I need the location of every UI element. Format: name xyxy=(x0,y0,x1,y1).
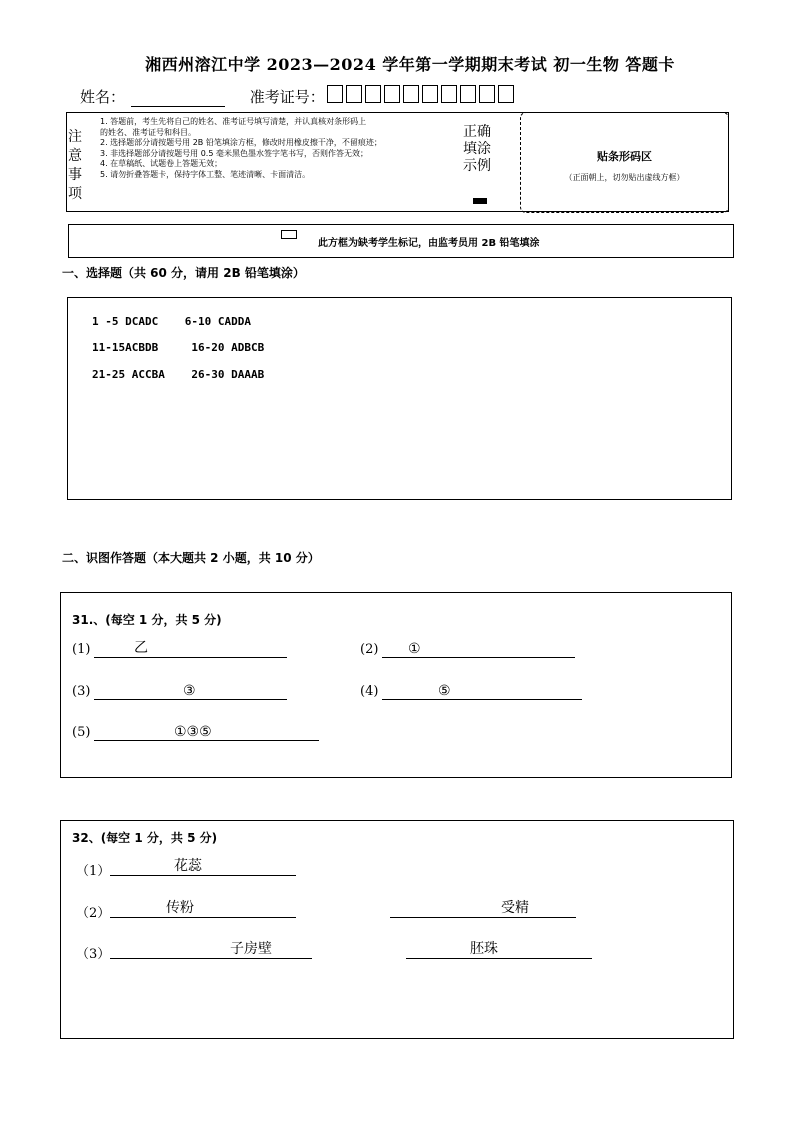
q31-label-5: (5) xyxy=(72,725,91,740)
exam-id-box[interactable] xyxy=(384,85,400,103)
q31-label-2: (2) xyxy=(360,642,379,657)
q31-answer-4[interactable]: ⑤ xyxy=(382,683,582,700)
page-title: 湘西州溶江中学 2023—2024 学年第一学期期末考试 初一生物 答题卡 xyxy=(145,55,675,74)
fill-example-label: 正确 填涂 示例 xyxy=(463,124,491,174)
mc-answer-row: 21-25 ACCBA 26-30 DAAAB xyxy=(92,368,265,381)
q32-answer-4[interactable]: 子房壁 xyxy=(110,942,312,959)
notice-heading: 注 意 事 项 xyxy=(68,129,82,202)
exam-id-box[interactable] xyxy=(422,85,438,103)
exam-id-box[interactable] xyxy=(365,85,381,103)
notice-item: 4. 在草稿纸、试题卷上答题无效； xyxy=(100,159,223,168)
q31-answer-2[interactable]: ① xyxy=(382,641,575,658)
exam-id-box[interactable] xyxy=(479,85,495,103)
section2-title: 二、识图作答题（本大题共 2 小题，共 10 分） xyxy=(62,551,320,565)
notice-item: 3. 非选择题部分请按题号用 0.5 毫米黑色墨水签字笔书写，否则作答无效； xyxy=(100,148,368,158)
q31-label-3: (3) xyxy=(72,684,91,699)
name-field[interactable] xyxy=(131,92,225,107)
q31-label-1: (1) xyxy=(72,642,91,657)
exam-id-box[interactable] xyxy=(441,85,457,103)
mc-answer-row: 11-15ACBDB 16-20 ADBCB xyxy=(92,341,265,354)
absent-checkbox[interactable] xyxy=(281,230,297,239)
exam-id-box[interactable] xyxy=(498,85,514,103)
q31-answer-5[interactable]: ①③⑤ xyxy=(94,724,319,741)
exam-id-box[interactable] xyxy=(403,85,419,103)
exam-id-boxes[interactable] xyxy=(327,85,517,105)
barcode-subtitle: （正面朝上，切勿贴出虚线方框） xyxy=(564,173,685,182)
name-label: 姓名： xyxy=(80,88,126,106)
q32-heading: 32、(每空 1 分，共 5 分) xyxy=(72,831,218,845)
q31-label-4: (4) xyxy=(360,684,379,699)
exam-id-box[interactable] xyxy=(346,85,362,103)
q32-answer-2[interactable]: 传粉 xyxy=(110,901,296,918)
q32-answer-5[interactable]: 胚珠 xyxy=(406,942,592,959)
q32-frame xyxy=(60,820,734,1039)
notice-item: 5. 请勿折叠答题卡，保持字体工整、笔迹清晰、卡面清洁。 xyxy=(100,169,311,179)
exam-id-box[interactable] xyxy=(460,85,476,103)
exam-id-box[interactable] xyxy=(327,85,343,103)
barcode-title: 贴条形码区 xyxy=(597,150,652,163)
filled-mark-example xyxy=(473,198,487,204)
notice-items xyxy=(100,117,452,180)
notice-item: 2. 选择题部分请按题号用 2B 铅笔填涂方框，修改时用橡皮擦干净，不留痕迹； xyxy=(100,138,382,147)
section1-title: 一、选择题（共 60 分，请用 2B 铅笔填涂） xyxy=(62,266,305,280)
mc-answer-row: 1 -5 DCADC 6-10 CADDA xyxy=(92,315,251,328)
q32-answer-3[interactable]: 受精 xyxy=(390,901,576,918)
q32-label-1: （1） xyxy=(76,864,111,879)
q31-answer-1[interactable]: 乙 xyxy=(94,641,287,658)
q31-answer-3[interactable]: ③ xyxy=(94,683,287,700)
q32-label-3: （3） xyxy=(76,947,111,962)
notice-item: 1. 答题前，考生先将自己的姓名、准考证号填写清楚，并认真核对条形码上 xyxy=(100,117,367,126)
q32-label-2: （2） xyxy=(76,906,111,921)
absent-mark-text: 此方框为缺考学生标记，由监考员用 2B 铅笔填涂 xyxy=(318,238,540,249)
q32-answer-1[interactable]: 花蕊 xyxy=(110,859,296,876)
exam-id-label: 准考证号： xyxy=(249,88,325,106)
notice-item: 的姓名、准考证号和科目。 xyxy=(100,127,196,137)
name-row xyxy=(80,86,325,107)
q31-heading: 31.、(每空 1 分，共 5 分) xyxy=(72,613,222,627)
